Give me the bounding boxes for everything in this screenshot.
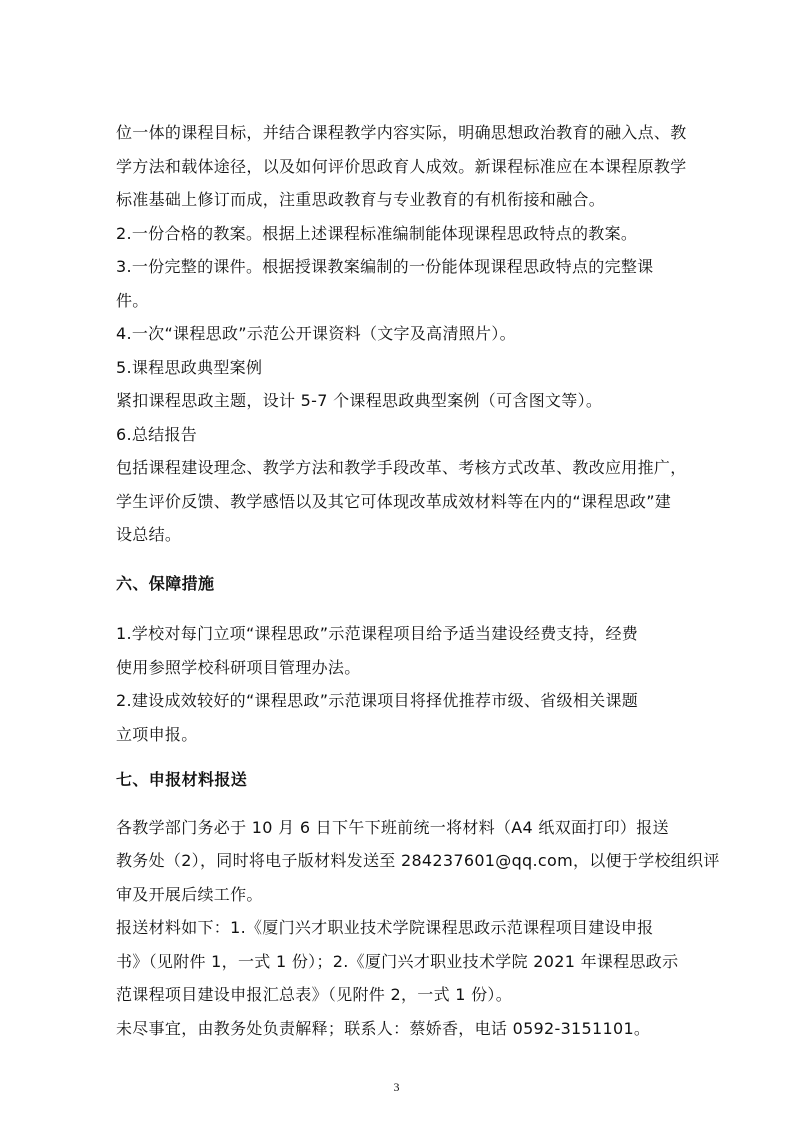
text-line: 教务处（2），同时将电子版材料发送至 284237601@qq.com，以便于学校组织评 bbox=[116, 851, 720, 870]
section-heading: 六、保障措施 bbox=[116, 574, 215, 593]
text-line: 范课程项目建设申报汇总表》（见附件 2，一式 1 份）。 bbox=[116, 985, 513, 1004]
page-number: 3 bbox=[393, 1080, 400, 1094]
text-line: 设总结。 bbox=[116, 525, 182, 544]
text-line: 6.总结报告 bbox=[116, 425, 198, 444]
text-line: 5.课程思政典型案例 bbox=[116, 358, 263, 377]
text-line: 2.建设成效较好的“课程思政”示范课项目将择优推荐市级、省级相关课题 bbox=[116, 691, 639, 710]
text-line: 学生评价反馈、教学感悟以及其它可体现改革成效材料等在内的“课程思政”建 bbox=[116, 492, 672, 511]
text-line: 学方法和载体途径，以及如何评价思政育人成效。新课程标准应在本课程原教学 bbox=[116, 157, 687, 176]
text-line: 审及开展后续工作。 bbox=[116, 885, 263, 904]
text-line: 书》（见附件 1，一式 1 份）；2.《厦门兴才职业技术学院 2021 年课程思政示 bbox=[116, 952, 679, 971]
text-line: 未尽事宜，由教务处负责解释；联系人：蔡娇香，电话 0592-3151101。 bbox=[116, 1019, 651, 1038]
text-line: 1.学校对每门立项“课程思政”示范课程项目给予适当建设经费支持，经费 bbox=[116, 624, 639, 643]
section-heading: 七、申报材料报送 bbox=[116, 770, 248, 789]
text-line: 使用参照学校科研项目管理办法。 bbox=[116, 658, 361, 677]
text-line: 4.一次“课程思政”示范公开课资料（文字及高清照片）。 bbox=[116, 324, 516, 343]
text-line: 报送材料如下：1.《厦门兴才职业技术学院课程思政示范课程项目建设申报 bbox=[116, 918, 654, 937]
text-line: 紧扣课程思政主题，设计 5-7 个课程思政典型案例（可含图文等）。 bbox=[116, 391, 603, 410]
text-line: 包括课程建设理念、教学方法和教学手段改革、考核方式改革、教改应用推广， bbox=[116, 458, 687, 477]
text-line: 件。 bbox=[116, 291, 149, 310]
text-line: 位一体的课程目标，并结合课程教学内容实际，明确思想政治教育的融入点、教 bbox=[116, 123, 687, 142]
text-line: 2.一份合格的教案。根据上述课程标准编制能体现课程思政特点的教案。 bbox=[116, 224, 638, 243]
text-line: 标准基础上修订而成，注重思政教育与专业教育的有机衔接和融合。 bbox=[116, 190, 606, 209]
text-line: 3.一份完整的课件。根据授课教案编制的一份能体现课程思政特点的完整课 bbox=[116, 257, 654, 276]
text-line: 各教学部门务必于 10 月 6 日下午下班前统一将材料（A4 纸双面打印）报送 bbox=[116, 818, 669, 837]
text-line: 立项申报。 bbox=[116, 725, 198, 744]
